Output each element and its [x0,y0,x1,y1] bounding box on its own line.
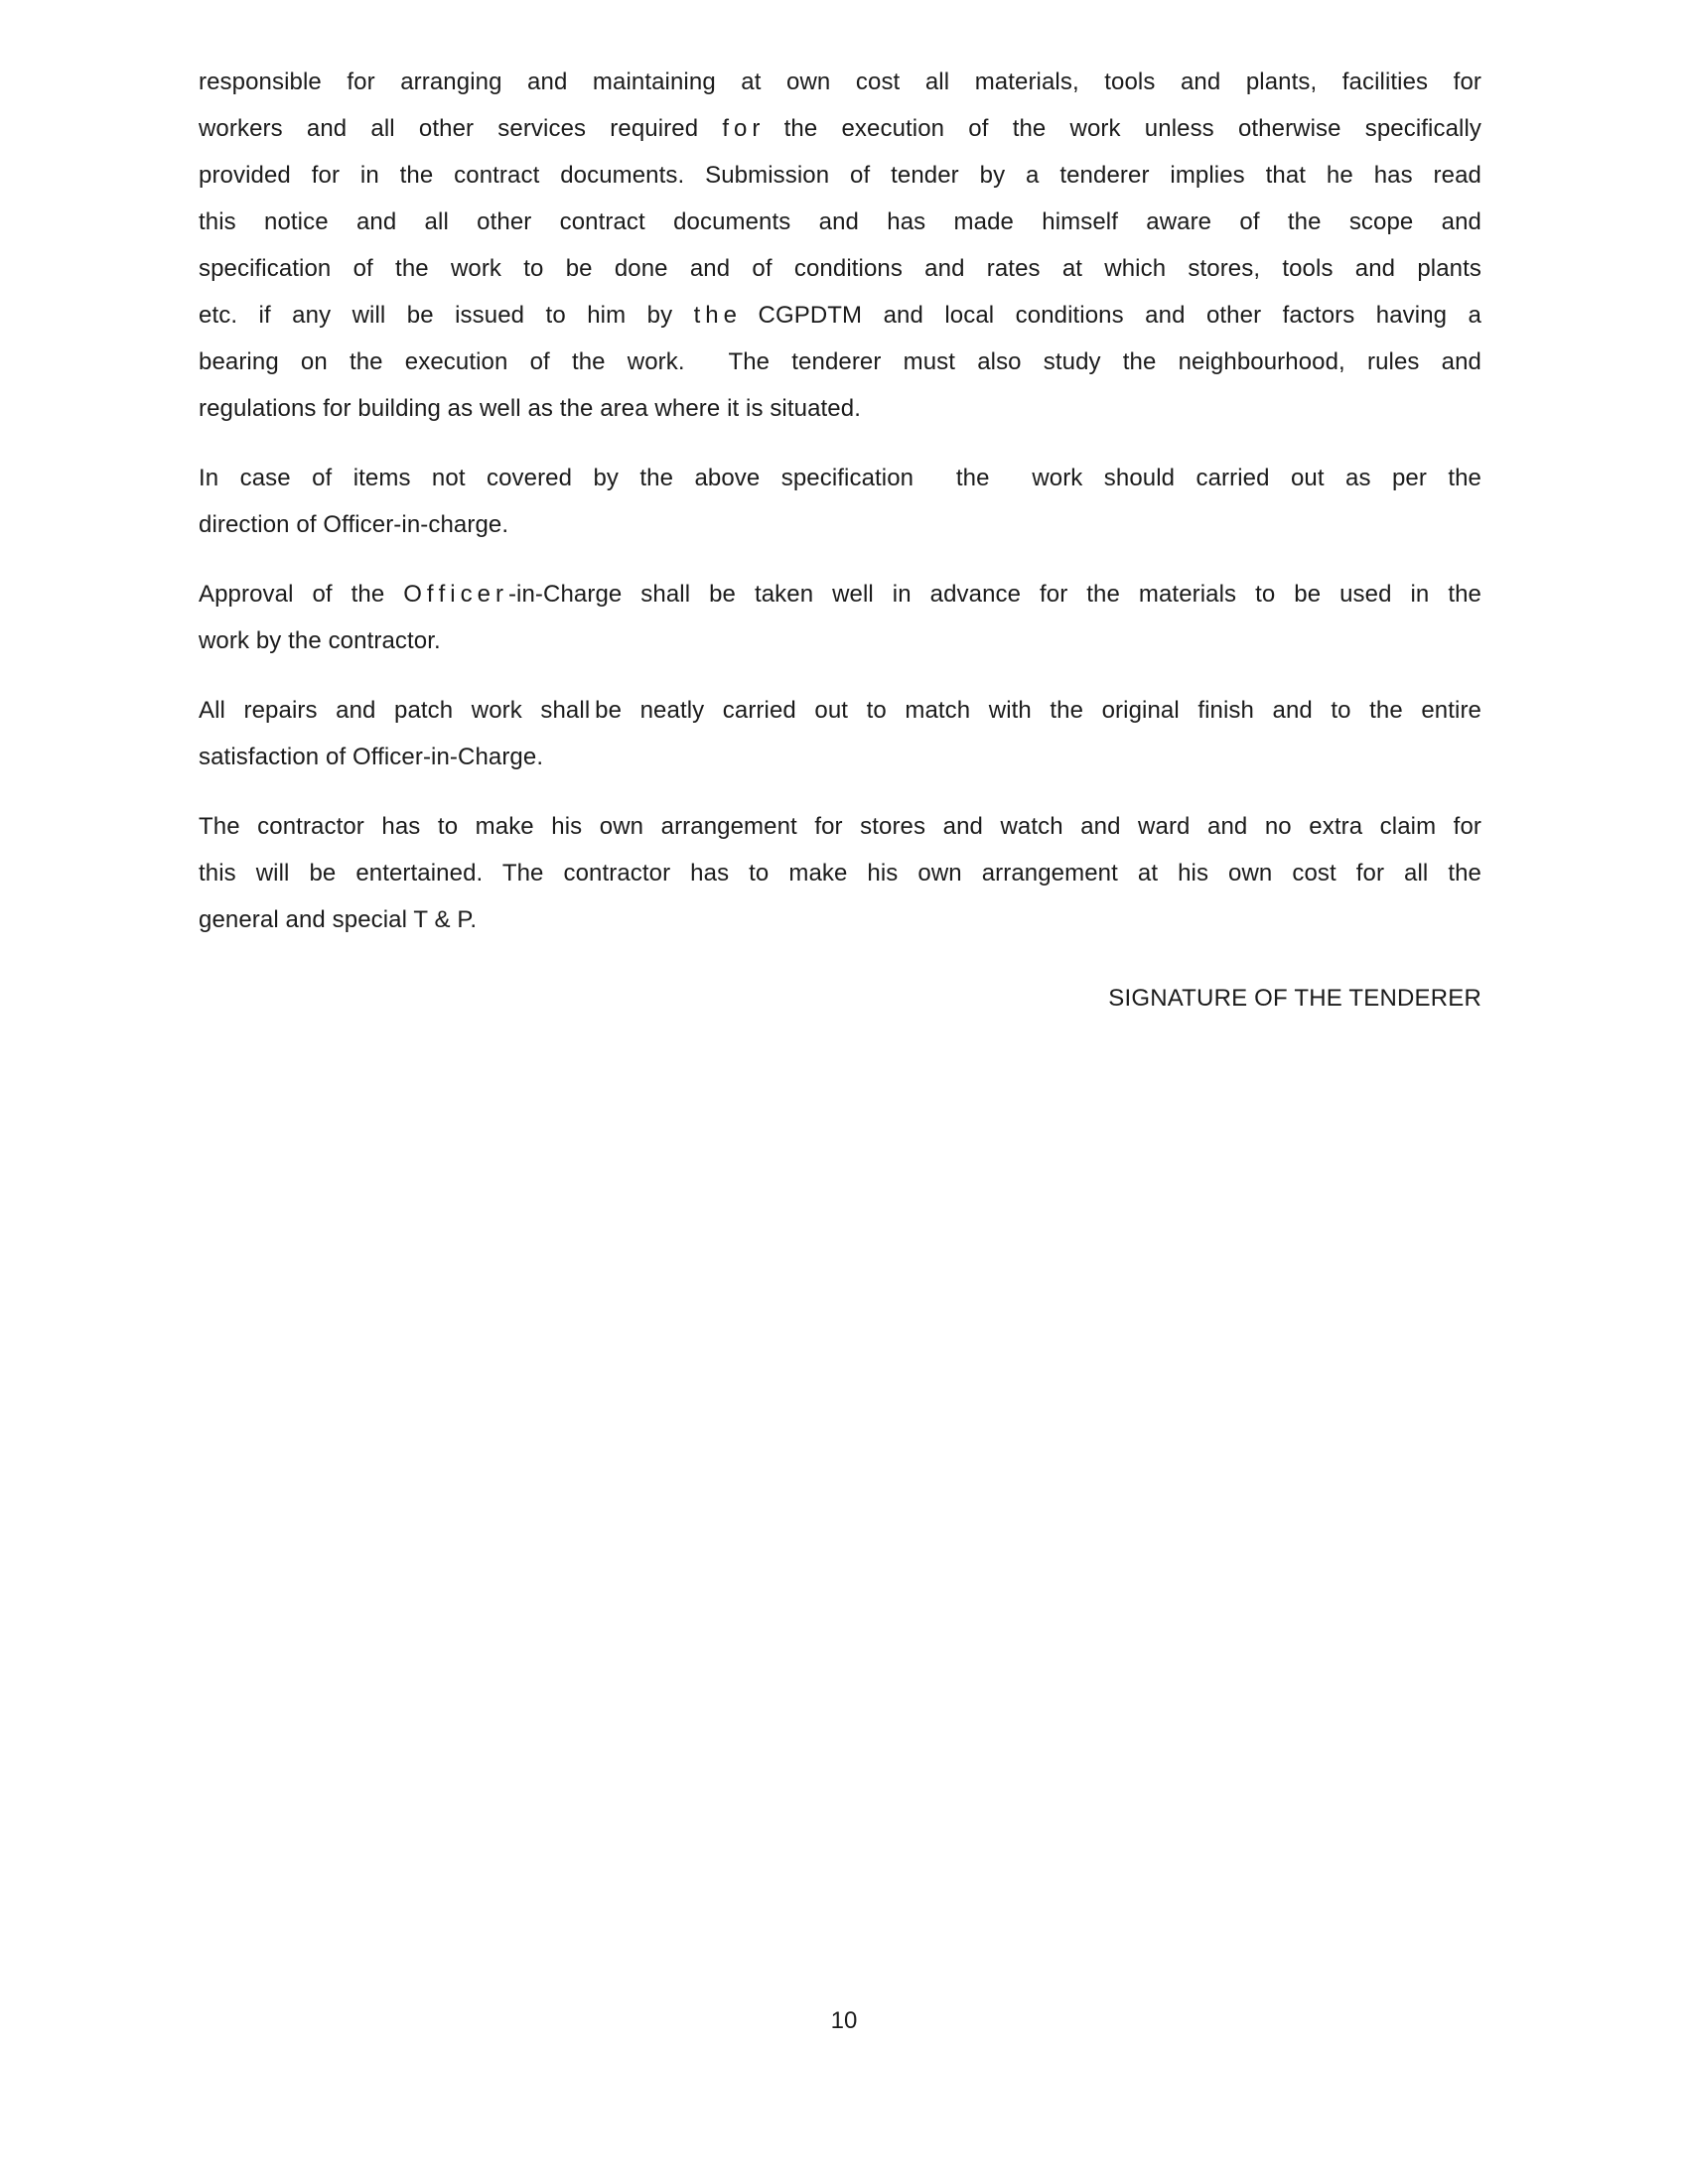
document-body [199,59,1481,966]
paragraph-line: satisfaction of Officer-in-Charge. [199,744,544,770]
paragraph [199,571,1481,664]
paragraph-line: provided for in the contract documents. Submission of tender by a tenderer implies that he has read [199,162,1481,189]
paragraph-line: All repairs and patch work shall be neatly carried out to match with the original finish and to the entire [199,697,1481,724]
paragraph-line: direction of Officer-in-charge. [199,511,509,538]
paragraph-line: The contractor has to make his own arrangement for stores and watch and ward and no extra claim for [199,813,1481,840]
paragraph-line: work by the contractor. [199,627,441,654]
paragraph-line: Approval of the O f f i c e r -in-Charge shall be taken well in advance for the materials to be used in the [199,581,1481,608]
paragraph [199,59,1481,432]
paragraph-line: regulations for building as well as the area where it is situated. [199,395,861,422]
paragraph-line: bearing on the execution of the work. The tenderer must also study the neighbourhood, rules and [199,348,1481,375]
paragraph [199,687,1481,780]
signature-line: SIGNATURE OF THE TENDERER [1108,985,1481,1012]
paragraph-line: etc. if any will be issued to him by t h e CGPDTM and local conditions and other factors having a [199,302,1481,329]
paragraph-line: workers and all other services required f o r the execution of the work unless otherwise specifically [199,115,1481,142]
paragraph-line: responsible for arranging and maintaining at own cost all materials, tools and plants, facilities for [199,68,1481,95]
paragraph-line: this will be entertained. The contractor has to make his own arrangement at his own cost for all the [199,860,1481,887]
paragraph-line: In case of items not covered by the above specification the work should carried out as per the [199,465,1481,491]
paragraph-line: general and special T & P. [199,906,478,933]
paragraph-line: specification of the work to be done and of conditions and rates at which stores, tools and plants [199,255,1481,282]
paragraph [199,803,1481,943]
page-number: 10 [830,2007,858,2034]
paragraph [199,455,1481,548]
paragraph-line: this notice and all other contract documents and has made himself aware of the scope and [199,208,1481,235]
signature-block [199,959,1481,1022]
